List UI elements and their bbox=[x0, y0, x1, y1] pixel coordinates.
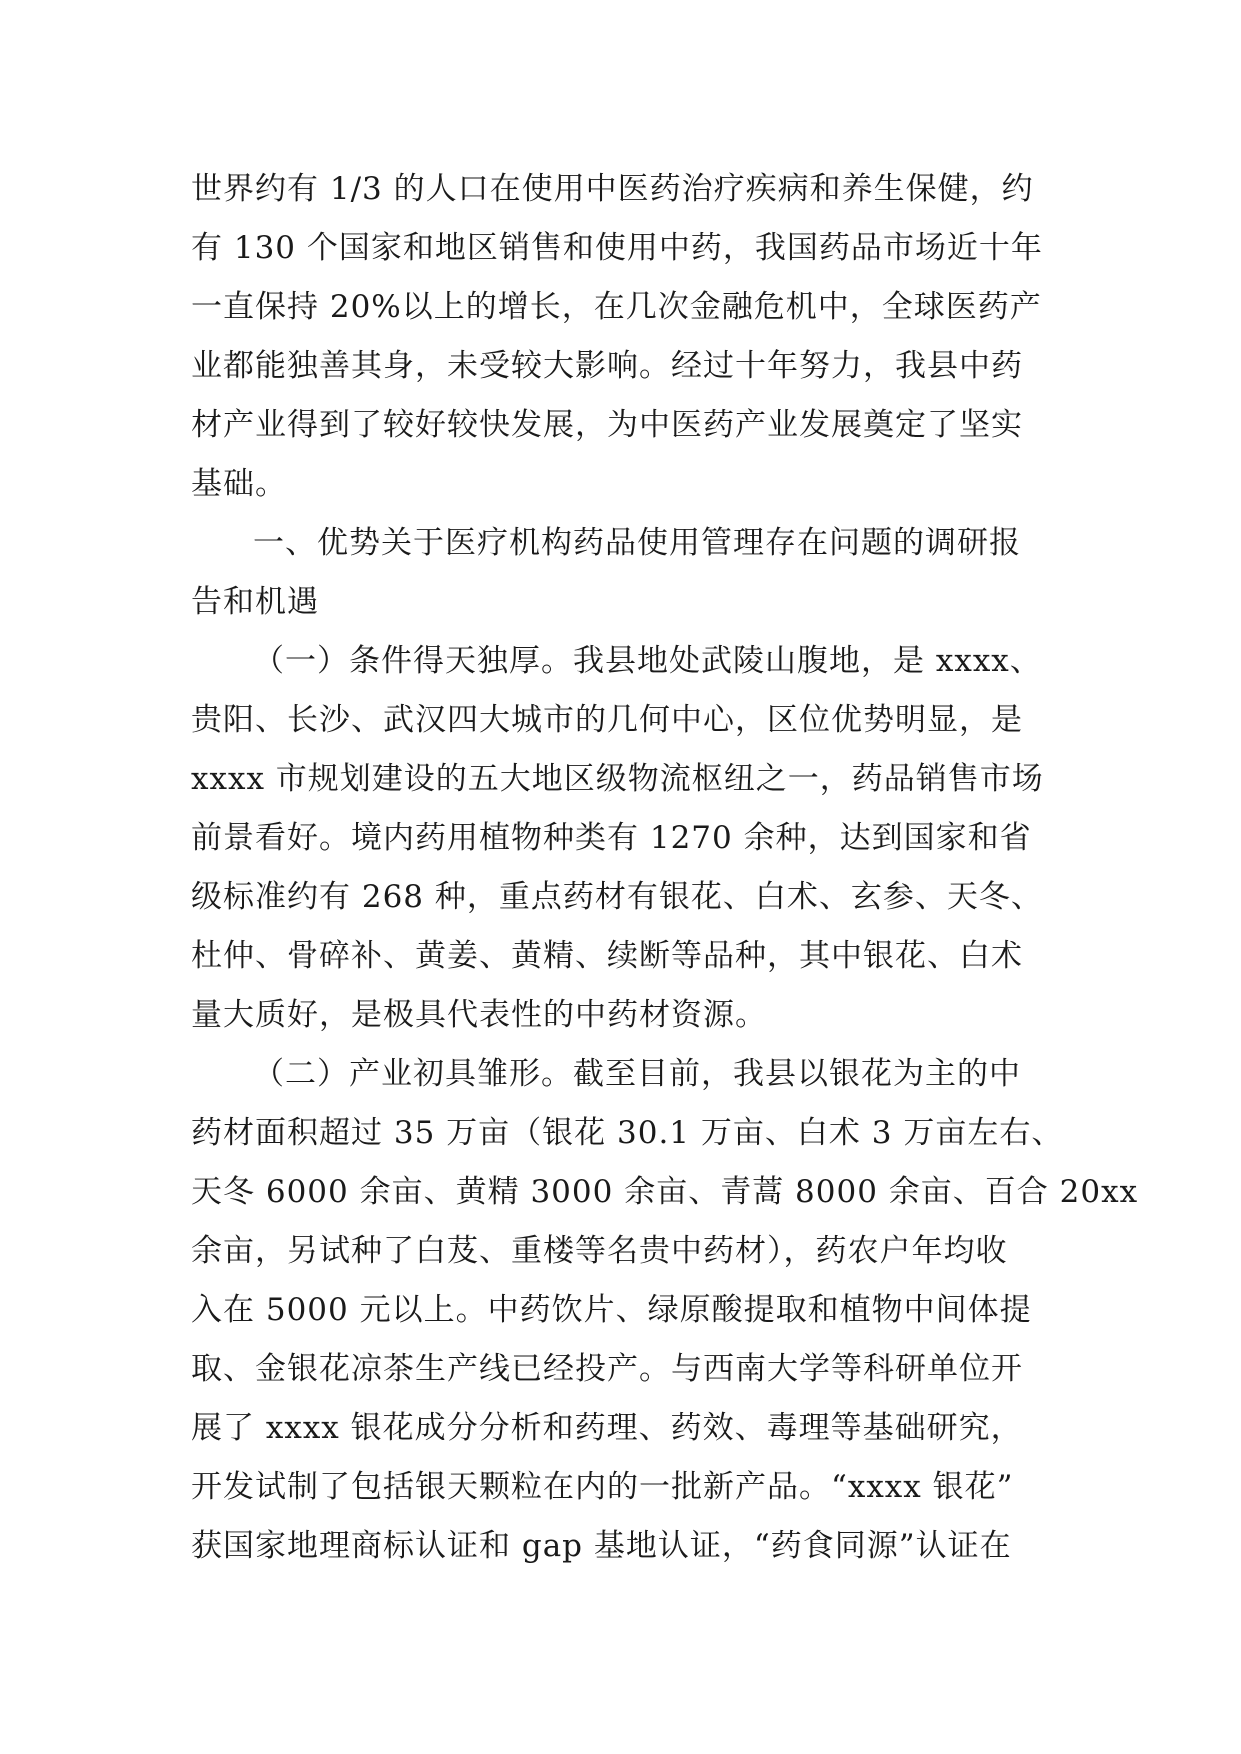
text-line: 展了 xxxx 银花成分分析和药理、药效、毒理等基础研究， bbox=[191, 1410, 1023, 1446]
text-line: xxxx 市规划建设的五大地区级物流枢纽之一，药品销售市场 bbox=[191, 761, 1044, 797]
text-line: 入在 5000 元以上。中药饮片、绿原酸提取和植物中间体提 bbox=[191, 1292, 1032, 1328]
section-heading-line: 一、优势关于医疗机构药品使用管理存在问题的调研报 bbox=[253, 525, 1021, 561]
subsection-heading-line: （一）条件得天独厚。我县地处武陵山腹地，是 xxxx、 bbox=[253, 643, 1042, 679]
subsection-heading-line: （二）产业初具雏形。截至目前，我县以银花为主的中 bbox=[253, 1056, 1021, 1092]
body-text bbox=[191, 160, 1139, 1576]
text-line: 药材面积超过 35 万亩（银花 30.1 万亩、白术 3 万亩左右、 bbox=[191, 1115, 1064, 1151]
text-line: 前景看好。境内药用植物种类有 1270 余种，达到国家和省 bbox=[191, 820, 1032, 856]
text-line: 世界约有 1/3 的人口在使用中医药治疗疾病和养生保健，约 bbox=[191, 171, 1034, 207]
text-line: 业都能独善其身，未受较大影响。经过十年努力，我县中药 bbox=[191, 348, 1023, 384]
text-line: 贵阳、长沙、武汉四大城市的几何中心，区位优势明显，是 bbox=[191, 702, 1023, 738]
text-line: 天冬 6000 余亩、黄精 3000 余亩、青蒿 8000 余亩、百合 20xx bbox=[191, 1174, 1139, 1210]
text-line: 基础。 bbox=[191, 466, 287, 502]
text-line: 获国家地理商标认证和 gap 基地认证，“药食同源”认证在 bbox=[191, 1528, 1012, 1564]
text-line: 取、金银花凉茶生产线已经投产。与西南大学等科研单位开 bbox=[191, 1351, 1023, 1387]
text-line: 杜仲、骨碎补、黄姜、黄精、续断等品种，其中银花、白术 bbox=[191, 938, 1023, 974]
text-line: 有 130 个国家和地区销售和使用中药，我国药品市场近十年 bbox=[191, 230, 1043, 266]
text-line: 材产业得到了较好较快发展，为中医药产业发展奠定了坚实 bbox=[191, 407, 1023, 443]
text-line: 量大质好，是极具代表性的中药材资源。 bbox=[191, 997, 767, 1033]
text-line: 一直保持 20%以上的增长，在几次金融危机中，全球医药产 bbox=[191, 289, 1042, 325]
text-line: 级标准约有 268 种，重点药材有银花、白术、玄参、天冬、 bbox=[191, 879, 1043, 915]
section-heading-line: 告和机遇 bbox=[191, 584, 319, 620]
text-line: 开发试制了包括银天颗粒在内的一批新产品。“xxxx 银花” bbox=[191, 1469, 1014, 1505]
text-line: 余亩，另试种了白芨、重楼等名贵中药材），药农户年均收 bbox=[191, 1233, 1008, 1269]
